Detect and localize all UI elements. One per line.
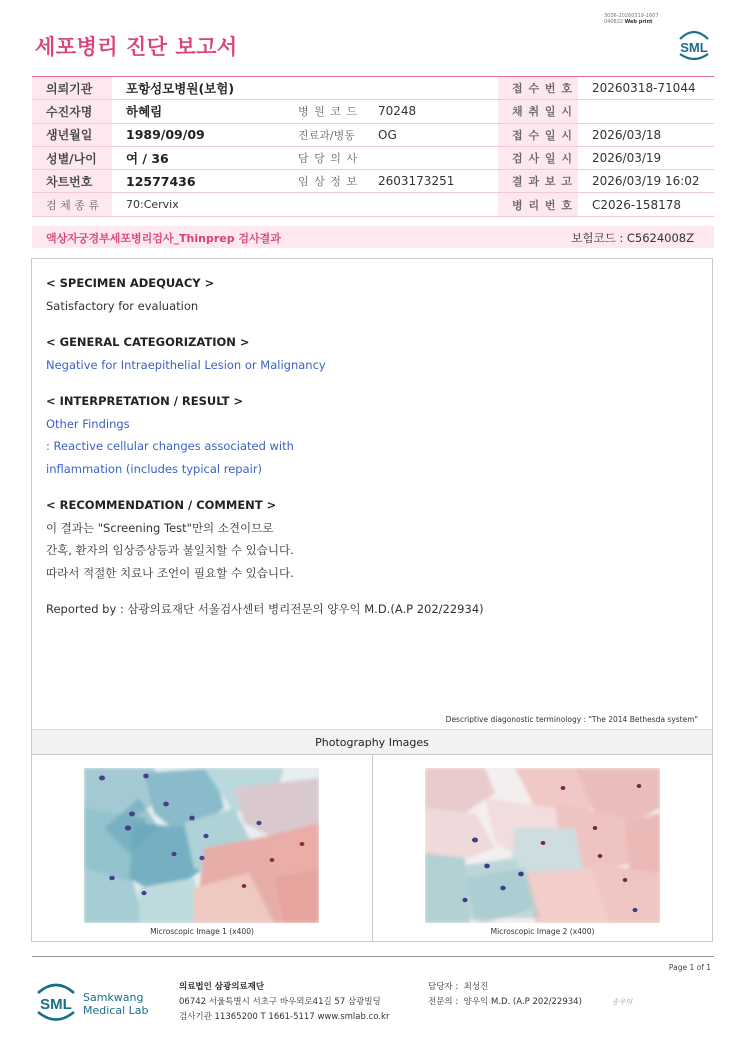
test-subheader	[32, 226, 714, 248]
table-row	[32, 170, 714, 193]
value-pathology-number: C2026-158178	[578, 193, 714, 216]
label-receipt-number: 접 수 번 호	[498, 77, 578, 100]
logo-name-line2: Medical Lab	[83, 1004, 149, 1017]
reported-by: Reported by : 삼광의료재단 서울검사센터 병리전문의 양우익 M.D.(A.P 202/22934)	[46, 602, 484, 616]
svg-text:송우익: 송우익	[612, 998, 633, 1006]
photography-header: Photography Images	[32, 729, 712, 755]
doctor-row: 전문의 : 양우익 M.D. (A.P 202/22934)	[428, 997, 582, 1007]
label-requesting-institution: 의뢰기관	[32, 77, 112, 100]
sml-logo-icon	[676, 27, 712, 61]
value-requesting-institution: 포항성모병원(보험)	[112, 77, 498, 100]
photo-grid	[32, 755, 712, 941]
value-collection-date	[578, 100, 714, 123]
report-title: 세포병리 진단 보고서	[35, 35, 238, 59]
org-address: 06742 서울특별시 서초구 바우뫼로41길 57 삼광빌딩	[179, 997, 381, 1007]
insurance-code: 보험코드 : C5624008Z	[571, 231, 694, 245]
value-birth-date: 1989/09/09	[112, 123, 284, 146]
value-sex-age: 여 / 36	[112, 146, 284, 169]
logo-name-line1: Samkwang	[83, 991, 144, 1004]
microscopic-image-2	[425, 768, 660, 923]
terminology-note: Descriptive diagonostic terminology : "The 2014 Bethesda system"	[445, 715, 698, 724]
microscopic-image-1	[84, 768, 319, 923]
label-test-date: 검 사 일 시	[498, 146, 578, 169]
footer-org-info	[179, 980, 389, 1025]
footer-staff-info	[428, 980, 582, 1010]
interpretation-heading: < INTERPRETATION / RESULT >	[46, 394, 244, 408]
value-clinical-info: 2603173251	[364, 170, 498, 193]
print-code-line2: 040822 Web print	[604, 19, 653, 25]
label-clinical-info: 임 상 정 보	[284, 170, 364, 193]
table-row	[32, 146, 714, 169]
value-chart-number: 12577436	[112, 170, 284, 193]
table-row	[32, 123, 714, 146]
svg-text:SML: SML	[40, 996, 72, 1013]
label-collection-date: 채 취 일 시	[498, 100, 578, 123]
footer-divider	[32, 956, 714, 957]
label-department: 진료과/병동	[284, 123, 364, 146]
test-name: 액상자궁경부세포병리검사_Thinprep 검사결과	[46, 232, 281, 245]
doctor-name: 양우익 M.D. (A.P 202/22934)	[463, 997, 582, 1007]
logo-text: SML	[680, 40, 708, 55]
table-row	[32, 77, 714, 100]
image-caption-2: Microscopic Image 2 (x400)	[490, 927, 595, 936]
org-contact: 검사기관 11365200 T 1661-5117 www.smlab.co.kr	[179, 1012, 390, 1022]
value-received-date: 2026/03/18	[578, 123, 714, 146]
value-hospital-code: 70248	[364, 100, 498, 123]
photo-cell-2	[372, 755, 712, 941]
report-print-code	[604, 13, 659, 25]
value-result-report: 2026/03/19 16:02	[578, 170, 714, 193]
print-code-line1: 3036-20260319-1607	[604, 13, 659, 19]
recommendation-line: 이 결과는 "Screening Test"만의 소견이므로	[46, 520, 274, 535]
report-body	[31, 258, 713, 942]
interpretation-line: Other Findings	[46, 416, 130, 431]
doctor-signature	[612, 995, 642, 1007]
image-caption-1: Microscopic Image 1 (x400)	[150, 927, 254, 936]
interpretation-line: inflammation (includes typical repair)	[46, 461, 263, 476]
report-content	[46, 272, 696, 621]
label-specimen-type: 검 체 종 류	[32, 193, 112, 216]
value-receipt-number: 20260318-71044	[578, 77, 714, 100]
value-department: OG	[364, 123, 498, 146]
recommendation-heading: < RECOMMENDATION / COMMENT >	[46, 498, 277, 512]
label-pathology-number: 병 리 번 호	[498, 193, 578, 216]
value-attending-doctor	[364, 146, 498, 169]
recommendation-line: 간혹, 환자의 임상증상등과 불일치할 수 있습니다.	[46, 543, 294, 557]
page-number: Page 1 of 1	[668, 963, 711, 972]
label-birth-date: 생년월일	[32, 123, 112, 146]
adequacy-heading: < SPECIMEN ADEQUACY >	[46, 276, 215, 290]
patient-info-table	[32, 76, 714, 217]
staff-name: 최성진	[463, 982, 489, 992]
category-text: Negative for Intraepithelial Lesion or Malignancy	[46, 357, 326, 372]
photo-cell-1	[32, 755, 372, 941]
table-row	[32, 193, 714, 216]
recommendation-line: 따라서 적절한 치료나 조언이 필요할 수 있습니다.	[46, 565, 294, 580]
label-received-date: 접 수 일 시	[498, 123, 578, 146]
staff-row: 담당자 : 최성진	[428, 982, 489, 992]
label-patient-name: 수진자명	[32, 100, 112, 123]
category-heading: < GENERAL CATEGORIZATION >	[46, 335, 250, 349]
org-name: 의료법인 삼광의료재단	[179, 982, 265, 992]
label-hospital-code: 병 원 코 드	[284, 100, 364, 123]
adequacy-text: Satisfactory for evaluation	[46, 298, 199, 313]
interpretation-line: : Reactive cellular changes associated with	[46, 439, 294, 453]
label-attending-doctor: 담 당 의 사	[284, 146, 364, 169]
label-sex-age: 성별/나이	[32, 146, 112, 169]
table-row	[32, 100, 714, 123]
samkwang-logo-icon	[35, 979, 165, 1027]
value-test-date: 2026/03/19	[578, 146, 714, 169]
label-chart-number: 차트번호	[32, 170, 112, 193]
value-specimen-type: 70:Cervix	[112, 193, 498, 216]
label-result-report: 결 과 보 고	[498, 170, 578, 193]
value-patient-name: 하혜림	[112, 100, 284, 123]
